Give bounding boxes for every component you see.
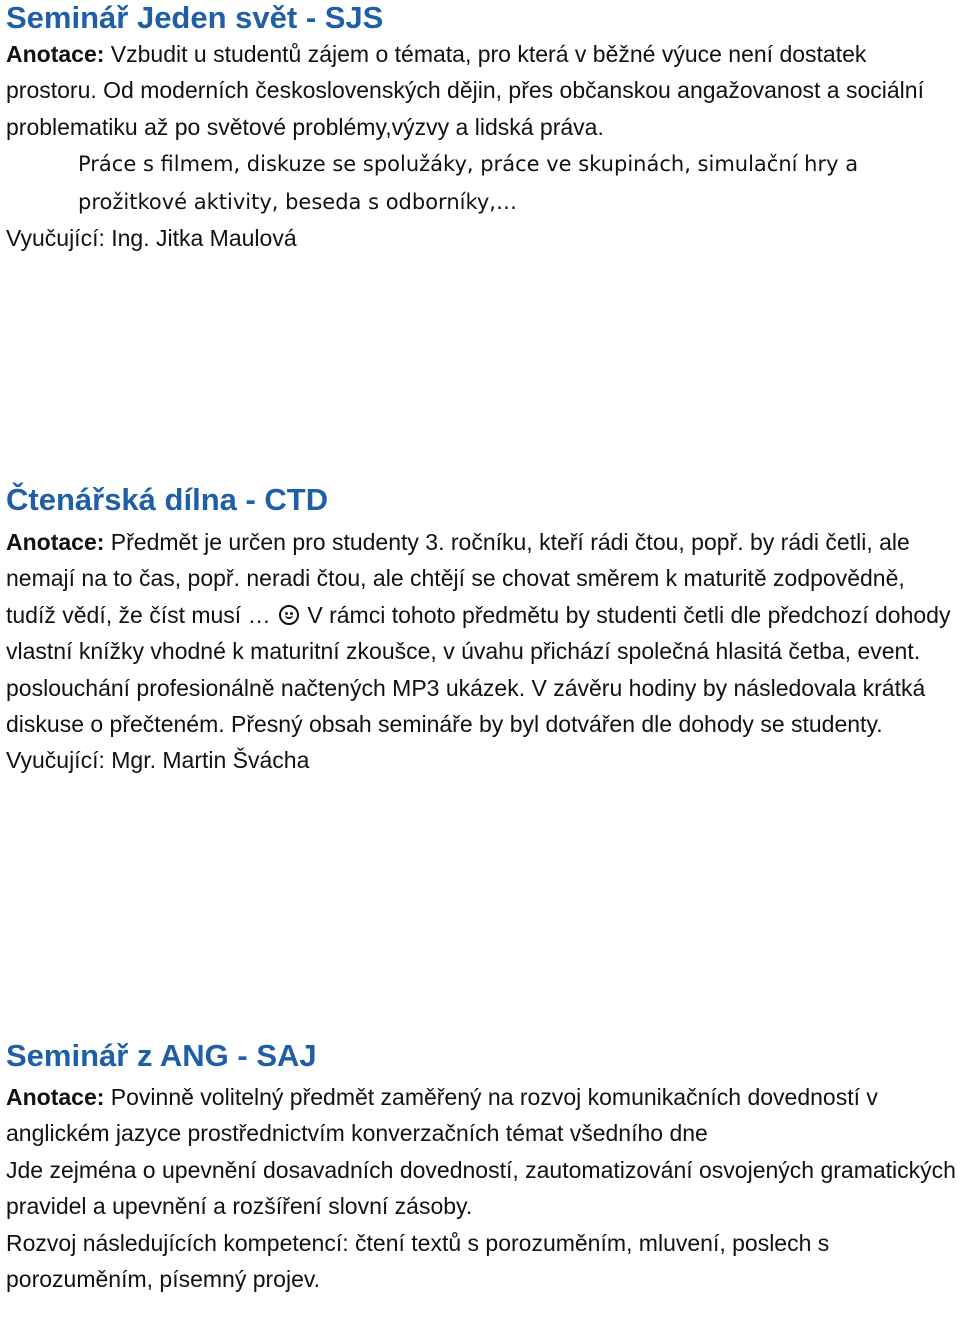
annotation-ctd [6, 524, 958, 742]
skills-text: Jde zejména o upevnění dosavadních dovedností, zautomatizování osvojených gramatických pravidel a upevnění a rozšíření slovní zásoby. [6, 1156, 956, 1220]
teacher-ctd: Vyučující: Mgr. Martin Švácha [6, 747, 310, 774]
section-title-ctd: Čtenářská dílna - CTD [6, 482, 329, 517]
methods-sjs [6, 145, 958, 220]
annotation-label: Anotace: [6, 41, 105, 67]
annotation-text: Vzbudit u studentů zájem o témata, pro která v běžné výuce není dostatek prostoru. Od moderních československých dějin, přes občanskou angažovanost a sociální problematiku až po světové problémy,výzvy a lidská práva. [6, 41, 924, 140]
annotation-text: Povinně volitelný předmět zaměřený na rozvoj komunikačních dovedností v anglickém jazyce prostřednictvím konverzačních témat všedního dne [6, 1084, 878, 1147]
annotation-label: Anotace: [6, 529, 105, 555]
annotation-sjs [6, 36, 958, 145]
annotation-text-1: Předmět je určen pro studenty 3. ročníku, kteří rádi čtou, popř. by rádi četli, ale nemají na to čas, popř. neradi čtou, ale chtějí se chovat směrem k maturitě zodpovědně, tudíž vědí, že číst musí … [6, 529, 910, 628]
annotation-text-2: V rámci tohoto předmětu by studenti četli dle předchozí dohody vlastní knížky vhodné k maturitní zkoušce, v úvahu přichází společná hlasitá četba, event. poslouchání profesionálně načtených MP3 ukázek. V závěru hodiny by následovala krátká diskuse o přečteném. Přesný obsah semináře by byl dotvářen dle dohody se studenty. [6, 601, 951, 738]
annotation-saj [6, 1079, 958, 1152]
teacher-sjs: Vyučující: Ing. Jitka Maulová [6, 225, 297, 252]
section-title-saj: Seminář z ANG - SAJ [6, 1038, 317, 1073]
section-title-sjs: Seminář Jeden svět - SJS [6, 0, 384, 35]
section-ctd [6, 482, 958, 779]
annotation-label: Anotace: [6, 1084, 105, 1110]
section-saj [6, 1038, 958, 1297]
smiley-face-icon [279, 605, 299, 625]
competences-text: Rozvoj následujících kompetencí: čtení textů s porozuměním, mluvení, poslech s porozuměním, písemný projev. [6, 1229, 830, 1293]
methods-text: Práce s filmem, diskuze se spolužáky, práce ve skupinách, simulační hry a prožitkové aktivity, beseda s odborníky,… [78, 152, 859, 214]
section-sjs [6, 0, 958, 256]
